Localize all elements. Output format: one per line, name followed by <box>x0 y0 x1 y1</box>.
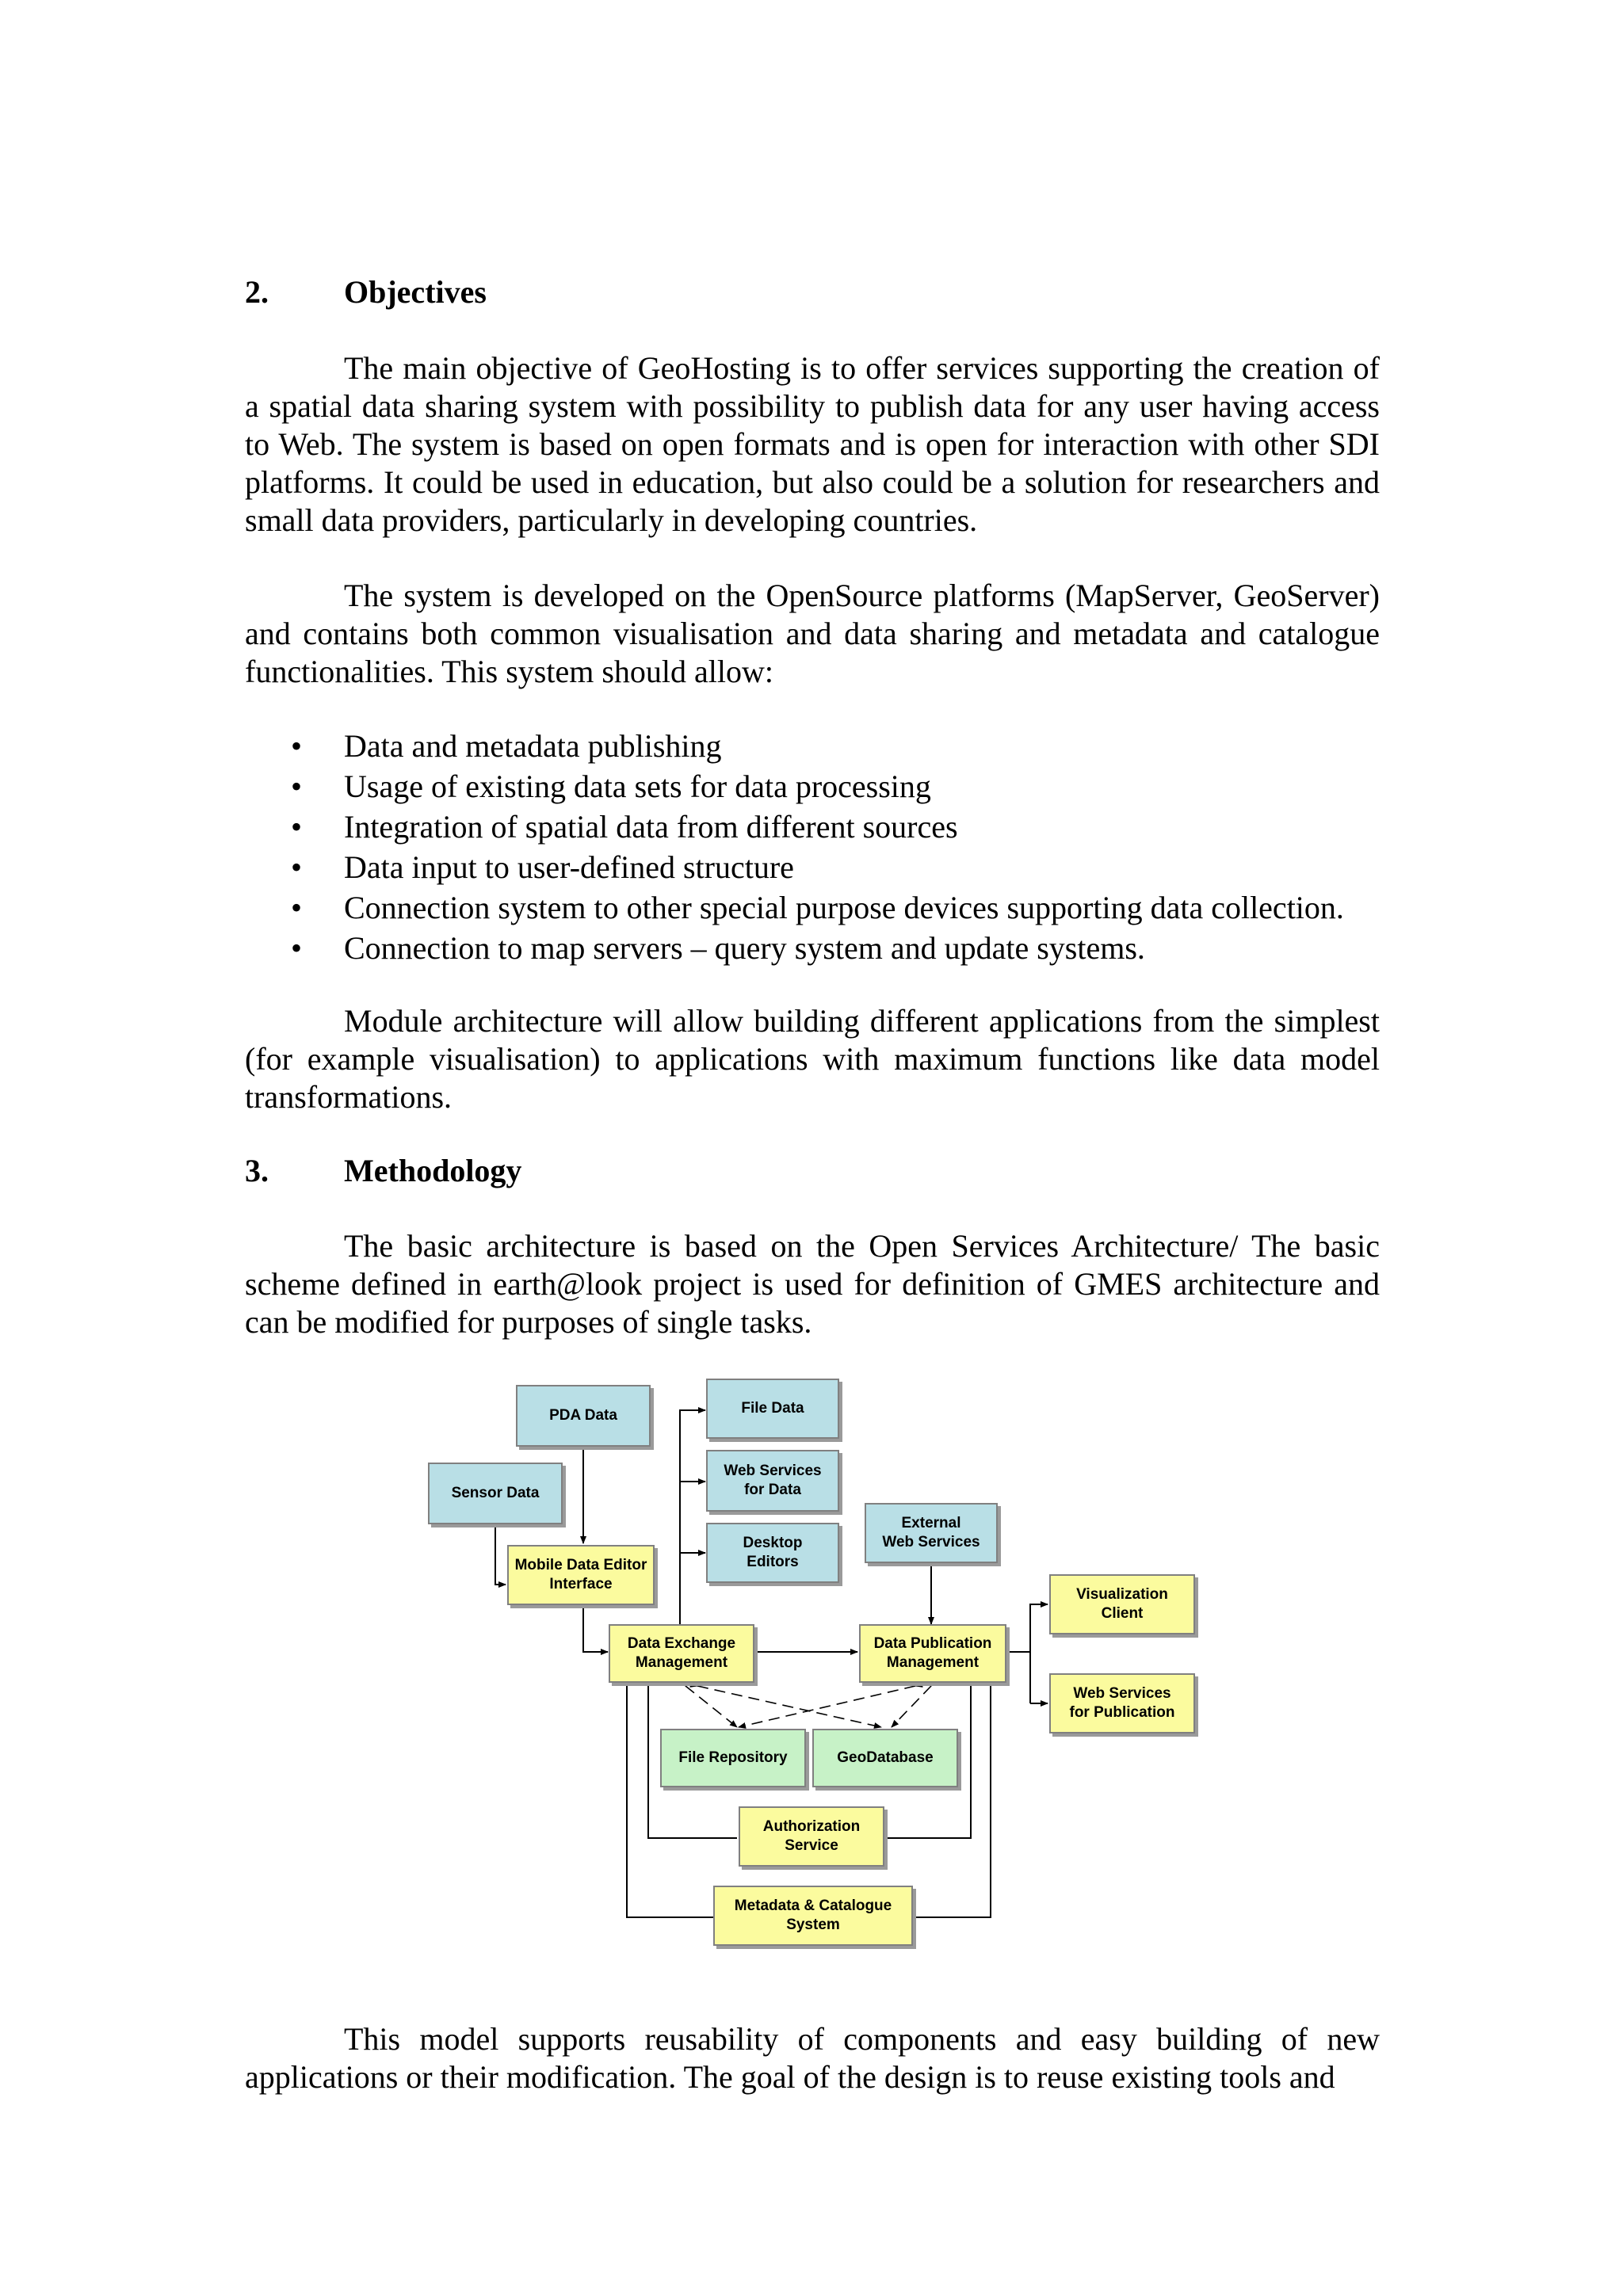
visualization-client-box: Visualization Client <box>1049 1574 1195 1634</box>
paragraph-objectives-2: The system is developed on the OpenSource platforms (MapServer, GeoServer) and contains both common visualisation and data sharing and metadata and catalogue functionalities. This system should allow: <box>245 578 1380 689</box>
list-item: • Data and metadata publishing <box>245 726 1380 766</box>
section-heading-objectives <box>245 273 487 311</box>
authorization-service-box: Authorization Service <box>739 1806 884 1867</box>
external-web-services-box: External Web Services <box>865 1503 998 1563</box>
mobile-data-editor-box: Mobile Data Editor Interface <box>507 1545 655 1605</box>
connector-sensor-mobile <box>495 1525 506 1585</box>
objectives-bullet-list <box>245 726 1380 968</box>
list-item: • Data input to user-defined structure <box>245 847 1380 887</box>
bullet-icon: • <box>291 728 303 764</box>
paragraph-objectives-3: Module architecture will allow building different applications from the simplest (for example visualisation) to applications with maximum functions like data model transformations. <box>245 1003 1380 1115</box>
bullet-icon: • <box>291 849 303 885</box>
sensor-data-box: Sensor Data <box>428 1463 563 1524</box>
metadata-catalogue-box: Metadata & Catalogue System <box>713 1886 913 1946</box>
desktop-editors-box: Desktop Editors <box>706 1523 839 1583</box>
list-item: • Connection system to other special purpose devices supporting data collection. <box>245 887 1380 928</box>
bullet-icon: • <box>291 930 303 966</box>
file-repository-box: File Repository <box>660 1729 806 1787</box>
list-item: • Integration of spatial data from different sources <box>245 807 1380 847</box>
connector-exchange-geodb <box>697 1686 881 1727</box>
data-publication-box: Data Publication Management <box>859 1624 1006 1683</box>
bullet-icon: • <box>291 890 303 925</box>
file-data-box: File Data <box>706 1379 839 1439</box>
connector-publication-geodb <box>892 1686 931 1727</box>
web-services-publication-box: Web Services for Publication <box>1049 1673 1195 1733</box>
section-title: Methodology <box>344 1153 522 1188</box>
section-title: Objectives <box>344 274 487 310</box>
paragraph-methodology-1: The basic architecture is based on the Open Services Architecture/ The basic scheme defined in earth@look project is used for definition of GMES architecture and can be modified for purposes of single tasks. <box>245 1228 1380 1340</box>
web-services-data-box: Web Services for Data <box>706 1450 839 1512</box>
paragraph-objectives-1: The main objective of GeoHosting is to offer services supporting the creation of a spatial data sharing system with possibility to publish data for any user having access to Web. The system is based on open formats and is open for interaction with other SDI platforms. It could be used in education, but also could be a solution for researchers and small data providers, particularly in developing countries. <box>245 350 1380 538</box>
bullet-icon: • <box>291 809 303 845</box>
list-item: • Connection to map servers – query system and update systems. <box>245 928 1380 968</box>
connector-file-data <box>680 1410 705 1632</box>
connector-publication-metadata <box>913 1682 991 1917</box>
connector-publication-filerepo <box>739 1686 915 1727</box>
connector-exchange-metadata <box>627 1682 713 1917</box>
section-number: 3. <box>245 1153 269 1188</box>
geodatabase-box: GeoDatabase <box>812 1729 958 1787</box>
section-number: 2. <box>245 274 269 310</box>
pda-data-box: PDA Data <box>516 1385 651 1447</box>
section-heading-methodology <box>245 1152 521 1190</box>
data-exchange-box: Data Exchange Management <box>609 1624 754 1683</box>
list-item: • Usage of existing data sets for data processing <box>245 766 1380 807</box>
connector-mobile-exchange <box>583 1607 608 1652</box>
bullet-icon: • <box>291 769 303 804</box>
paragraph-methodology-2: This model supports reusability of components and easy building of new applications or their modification. The goal of the design is to reuse existing tools and <box>245 2021 1380 2095</box>
connector-exchange-filerepo <box>685 1686 737 1727</box>
connector-publication-visualization <box>1030 1604 1048 1703</box>
